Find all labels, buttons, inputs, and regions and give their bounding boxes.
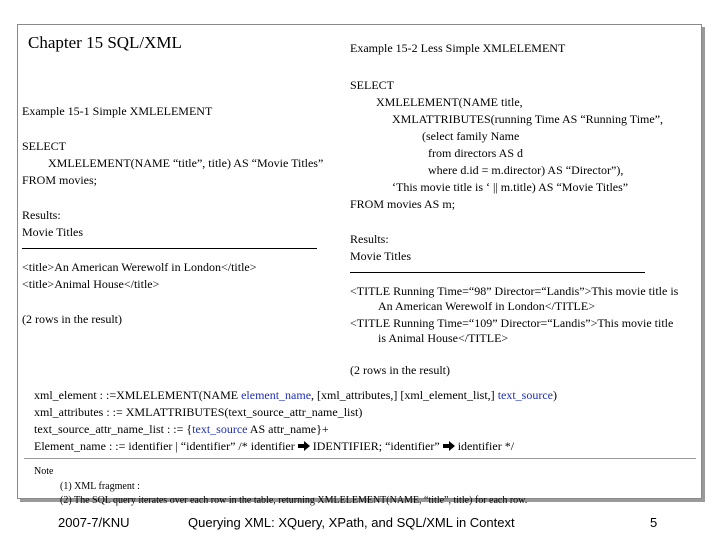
example2-row-count: (2 rows in the result) xyxy=(350,363,450,377)
grammar-line-4-c: identifier */ xyxy=(454,439,515,453)
example2-sql-from-directors: from directors AS d xyxy=(428,146,523,160)
grammar-line-2: xml_attributes : := XMLATTRIBUTES(text_source_attr_name_list) xyxy=(34,405,363,419)
arrow-right-icon xyxy=(443,441,455,451)
example2-sql-select: SELECT xyxy=(350,78,394,92)
footer-date: 2007-7/KNU xyxy=(58,515,130,530)
footer-title: Querying XML: XQuery, XPath, and SQL/XML in Context xyxy=(188,515,515,530)
example2-header-rule xyxy=(350,272,645,273)
example2-row-2a: <TITLE Running Time=“109” Director=“Landis”>This movie title xyxy=(350,316,674,330)
example2-sql-concat: ‘This movie title is ‘ || m.title) AS “Movie Titles” xyxy=(392,180,629,194)
grammar-line-3-suffix: AS attr_name}+ xyxy=(247,422,329,436)
example2-heading: Example 15-2 Less Simple XMLELEMENT xyxy=(350,41,566,55)
example1-row-1: <title>An American Werewolf in London</title> xyxy=(22,260,257,274)
example2-sql-subselect: (select family Name xyxy=(422,129,520,143)
example2-sql-xmlattributes: XMLATTRIBUTES(running Time AS “Running Time”, xyxy=(392,112,664,126)
note-label: Note xyxy=(34,466,54,477)
grammar-text-source: text_source xyxy=(497,388,553,402)
grammar-element-name: element_name xyxy=(241,388,312,402)
slide-title: Chapter 15 SQL/XML xyxy=(28,33,182,52)
example2-row-1a: <TITLE Running Time=“98” Director=“Landis”>This movie title is xyxy=(350,284,679,298)
arrow-right-icon xyxy=(298,441,310,451)
example1-heading: Example 15-1 Simple XMLELEMENT xyxy=(22,104,213,118)
grammar-line-3-prefix: text_source_attr_name_list : := { xyxy=(34,422,193,436)
example2-column-header: Movie Titles xyxy=(350,249,412,263)
grammar-line-4-a: Element_name : := identifier | “identifier” /* identifier xyxy=(34,439,298,453)
grammar-line-1-mid: , [xml_attributes,] [xml_element_list,] xyxy=(311,388,498,402)
note-divider xyxy=(24,458,696,459)
grammar-line-1 xyxy=(34,387,557,404)
example1-sql-from: FROM movies; xyxy=(22,173,98,187)
example1-row-count: (2 rows in the result) xyxy=(22,312,122,326)
example2-row-2b: is Animal House</TITLE> xyxy=(378,331,509,345)
example1-header-rule xyxy=(22,248,317,249)
footer-page-number: 5 xyxy=(650,515,658,530)
grammar-line-3-text-source: text_source xyxy=(192,422,248,436)
example1-column-header: Movie Titles xyxy=(22,225,84,239)
grammar-line-1-prefix: xml_element : :=XMLELEMENT(NAME xyxy=(34,388,242,402)
grammar-line-4 xyxy=(34,438,514,455)
example1-results-label: Results: xyxy=(22,208,61,222)
grammar-line-1-suffix: ) xyxy=(553,388,557,402)
example2-results-label: Results: xyxy=(350,232,389,246)
example1-row-2: <title>Animal House</title> xyxy=(22,277,160,291)
example2-row-1b: An American Werewolf in London</TITLE> xyxy=(378,299,595,313)
grammar-line-3 xyxy=(34,421,329,438)
note-item-2: (2) The SQL query iterates over each row in the table, returning XMLELEMENT(NAME, “title”, title) for each row. xyxy=(60,495,528,506)
example2-sql-xmlelement: XMLELEMENT(NAME title, xyxy=(376,95,523,109)
example2-sql-where: where d.id = m.director) AS “Director”), xyxy=(428,163,624,177)
example1-sql-xmlelement: XMLELEMENT(NAME “title”, title) AS “Movie Titles” xyxy=(48,156,324,170)
example1-sql-select: SELECT xyxy=(22,139,66,153)
grammar-line-4-b: IDENTIFIER; “identifier” xyxy=(309,439,443,453)
example2-sql-from-movies: FROM movies AS m; xyxy=(350,197,456,211)
note-item-1: (1) XML fragment : xyxy=(60,481,140,492)
